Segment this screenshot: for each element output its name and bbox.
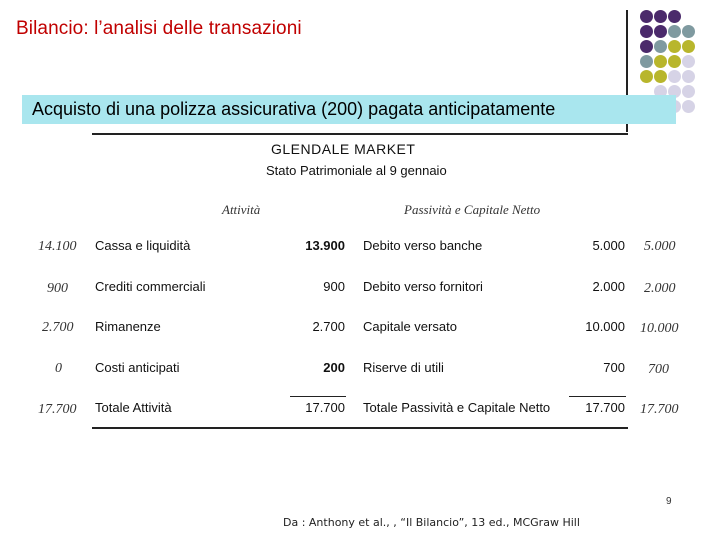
prev-liability-value: 2.000 <box>644 281 676 296</box>
decorative-dot <box>640 40 653 53</box>
prev-asset-total: 17.700 <box>38 402 77 417</box>
liability-total-rule <box>569 396 626 397</box>
asset-total-label: Totale Attività <box>95 400 172 415</box>
asset-label: Rimanenze <box>95 319 161 334</box>
liability-label: Debito verso banche <box>363 238 483 253</box>
page-number: 9 <box>666 496 672 507</box>
transaction-banner: Acquisto di una polizza assicurativa (200) pagata anticipatamente <box>22 95 676 124</box>
prev-liability-value: 700 <box>648 362 669 377</box>
asset-total-rule <box>290 396 346 397</box>
table-top-rule <box>92 133 628 135</box>
prev-asset-value: 2.700 <box>42 320 74 335</box>
decorative-dot <box>668 70 681 83</box>
liability-total-value: 17.700 <box>585 400 625 415</box>
liability-label: Debito verso fornitori <box>363 279 483 294</box>
decorative-dot <box>668 25 681 38</box>
liability-value: 5.000 <box>592 238 625 253</box>
liability-label: Riserve di utili <box>363 360 444 375</box>
decorative-dot <box>640 70 653 83</box>
asset-label: Crediti commerciali <box>95 279 206 294</box>
asset-label: Costi anticipati <box>95 360 180 375</box>
asset-value: 200 <box>323 360 345 375</box>
statement-subtitle: Stato Patrimoniale al 9 gennaio <box>266 163 447 178</box>
decorative-dot <box>640 25 653 38</box>
decorative-dot <box>682 40 695 53</box>
prev-liability-total: 17.700 <box>640 402 679 417</box>
liabilities-header: Passività e Capitale Netto <box>404 202 541 217</box>
asset-value: 13.900 <box>305 238 345 253</box>
company-name: GLENDALE MARKET <box>271 141 416 157</box>
decorative-dot <box>682 85 695 98</box>
decorative-dot <box>654 25 667 38</box>
source-citation: Da : Anthony et al., , “Il Bilancio”, 13 ed., MCGraw Hill <box>283 516 580 529</box>
decorative-dot <box>668 10 681 23</box>
decorative-dot <box>640 10 653 23</box>
prev-asset-value: 900 <box>47 281 68 296</box>
slide-title: Bilancio: l’analisi delle transazioni <box>16 18 302 39</box>
table-bottom-rule <box>92 427 628 429</box>
decorative-dot <box>668 40 681 53</box>
decorative-dot <box>668 55 681 68</box>
liability-value: 2.000 <box>592 279 625 294</box>
liability-value: 10.000 <box>585 319 625 334</box>
asset-label: Cassa e liquidità <box>95 238 191 253</box>
assets-header: Attività <box>222 202 261 217</box>
prev-asset-value: 0 <box>55 361 62 376</box>
prev-liability-value: 10.000 <box>640 321 679 336</box>
prev-liability-value: 5.000 <box>644 239 676 254</box>
asset-value: 900 <box>323 279 345 294</box>
liability-total-label: Totale Passività e Capitale Netto <box>363 400 551 415</box>
asset-value: 2.700 <box>312 319 345 334</box>
asset-total-value: 17.700 <box>305 400 345 415</box>
decorative-dot <box>654 40 667 53</box>
decorative-dot <box>654 70 667 83</box>
decorative-dot <box>682 25 695 38</box>
liability-value: 700 <box>603 360 625 375</box>
decorative-dot <box>682 100 695 113</box>
decorative-dot <box>640 55 653 68</box>
prev-asset-value: 14.100 <box>38 239 77 254</box>
decorative-dot <box>682 70 695 83</box>
decorative-dot <box>654 55 667 68</box>
liability-label: Capitale versato <box>363 319 457 334</box>
decorative-dot <box>682 55 695 68</box>
decorative-dot <box>654 10 667 23</box>
